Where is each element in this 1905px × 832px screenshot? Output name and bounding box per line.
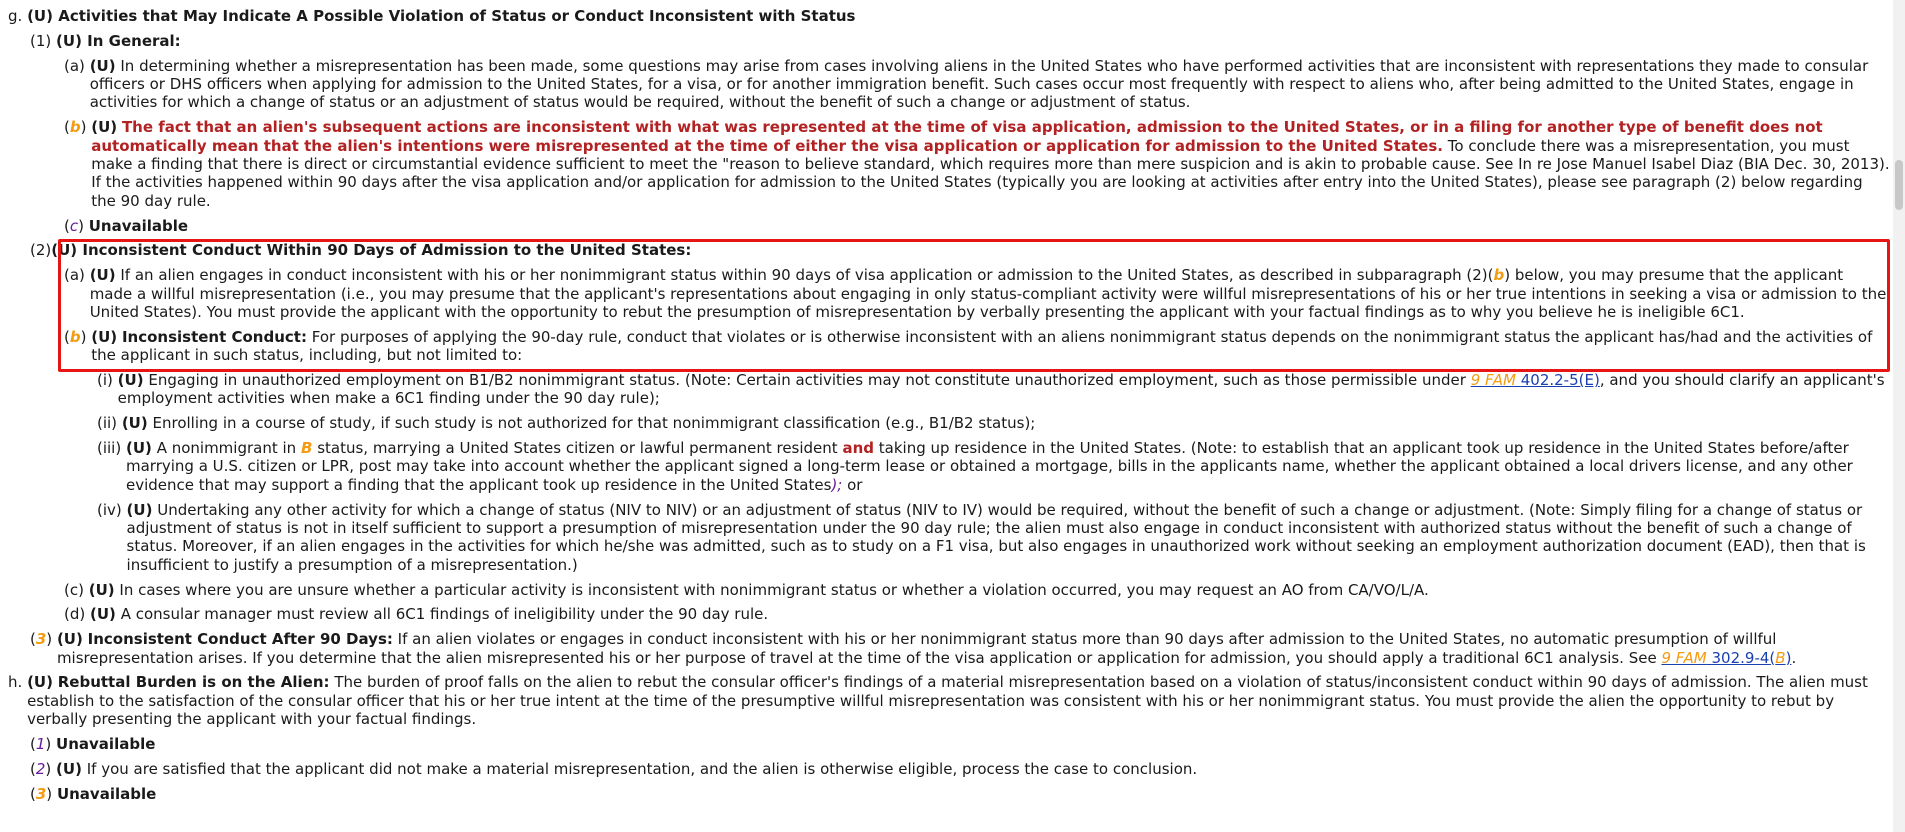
para-h2-text: If you are satisfied that the applicant did not make a material misrepresentation, and the alien is otherwise eligible, process the case to conclusion. [86, 759, 1198, 778]
para-h2 [30, 760, 1890, 778]
section-g-heading [8, 7, 1890, 25]
para-h1-open: ( [30, 735, 36, 754]
section-g-title: Activities that May Indicate A Possible Violation of Status or Conduct Inconsistent with Status [58, 7, 856, 25]
para-g2b-ii-label: (ii) [97, 414, 118, 433]
para-g2c-text: In cases where you are unsure whether a particular activity is inconsistent with nonimmigrant status or whether a violation occurred, you may request an AO from CA/VO/L/A. [119, 580, 1429, 599]
section-g-tag: (U) [27, 7, 53, 25]
para-g1c [64, 217, 1890, 235]
para-g2b-iii-text2: status, marrying a United States citizen or lawful permanent resident [317, 439, 838, 458]
para-g2b-iv-label: (iv) [97, 500, 122, 519]
para-g1b-close: ) [80, 118, 87, 137]
para-h1-close: ) [45, 735, 52, 754]
para-g2-label: (2) [30, 241, 52, 260]
para-h1 [30, 735, 1890, 753]
scrollbar[interactable] [1893, 0, 1905, 832]
para-g1b-letter: b [69, 118, 81, 137]
link-9fam-302-9-4b[interactable] [1661, 649, 1791, 667]
para-g1c-open: ( [64, 216, 70, 235]
para-g2b-iii-text3: taking up residence in the United States. (Note: to establish that an applicant took up residence in the United States before/after marrying a U.S. citizen or LPR, post may take into account whether the applicant signed a long-term lease or obtained a mortgage, bills in the applicants name, whether the applicant obtained a local drivers license, and any other evidence that may support a finding that the applicant took up residence in the United States [126, 439, 1853, 494]
para-g2b-iii-close: ); [831, 475, 843, 494]
para-g1c-letter: c [69, 216, 79, 235]
para-g3-open: ( [30, 630, 36, 649]
section-h-label: h. [8, 673, 23, 692]
para-h2-number: 2 [35, 759, 46, 778]
para-g2c-label: (c) [64, 580, 84, 599]
link-9fam-402-rest: 402.2-5(E) [1520, 371, 1600, 390]
para-g3-number: 3 [35, 630, 47, 649]
para-g2b-iii-text4: or [847, 475, 863, 494]
para-g2b-iii-and: and [842, 439, 874, 458]
para-g1b-text: To conclude there was a misrepresentation, you must make a finding that there is direct or circumstantial evidence sufficient to meet the "reason to believe standard, which requires more than mere suspicion and is akin to probable cause. See In re Jose Manuel Isabel Diaz (BIA Dec. 30, 2013). If the activities happened within 90 days after the visa application and/or application for admission to the United States (typically you are looking at activities after entry into the United States), please see paragraph (2) below regarding the 90 day rule. [91, 136, 1890, 210]
para-g1-tag: (U) [56, 31, 82, 50]
para-g2b-iii-label: (iii) [97, 439, 122, 458]
para-g2b-i-text1: Engaging in unauthorized employment on B1/B2 nonimmigrant status. (Note: Certain activities may not constitute unauthorized employment, such as those permissible under [148, 371, 1466, 390]
section-h-tag: (U) [27, 673, 53, 692]
para-g2c-tag: (U) [88, 580, 115, 599]
para-h3-open: ( [30, 784, 36, 803]
para-g1a-tag: (U) [89, 56, 116, 75]
para-g2-tag: (U) [51, 241, 78, 260]
para-g1-label: (1) [30, 31, 52, 50]
para-g2-heading [30, 241, 1890, 259]
para-g2b [64, 328, 1890, 365]
link-9fam-302-open: ( [1769, 648, 1776, 667]
para-g2c [64, 581, 1890, 599]
para-g1-title: In General: [87, 31, 181, 50]
section-g-label: g. [8, 7, 23, 25]
para-g2a-label: (a) [64, 266, 85, 285]
para-g1c-close: ) [78, 216, 84, 235]
para-g3-tag: (U) [56, 630, 83, 649]
para-g3-title: Inconsistent Conduct After 90 Days: [87, 630, 393, 649]
para-h2-close: ) [45, 759, 52, 778]
para-g2a-text2: ) below, you may presume that the applicant made a willful misrepresentation (i.e., you may presume that the applicant's representations about engaging in only status-compliant activity were willful misrepresentations of his or her true intentions in seeking a visa or admission to the United States). You must provide the applicant with the opportunity to rebut the presumption of misrepresentation by verbally presenting the applicant with your factual findings as to why you believe he is ineligible 6C1. [89, 266, 1887, 322]
link-9fam-402-2-5e[interactable] [1471, 371, 1600, 389]
section-h-text: The burden of proof falls on the alien to rebut the consular officer's findings of a material misrepresentation based on a violation of status/inconsistent conduct within 90 days of admission. The alien must establish to the satisfaction of the consular officer that his or her true intent at the time of the presumptive willful misrepresentation was consistent with his or her nonimmigrant status. You must provide the alien the opportunity to rebut by verbally presenting the applicant with your factual findings. [27, 673, 1868, 729]
para-g2b-text: For purposes of applying the 90-day rule, conduct that violates or is otherwise inconsistent with an aliens nonimmigrant status depends on the nonimmigrant status the applicant has/had and the activities of the applicant in such status, including, but not limited to: [91, 327, 1873, 365]
para-g2b-iv-tag: (U) [126, 500, 153, 519]
para-g2b-close: ) [80, 327, 87, 346]
para-g2b-i [97, 371, 1890, 408]
para-g1b-open: ( [64, 118, 70, 137]
scrollbar-thumb[interactable] [1895, 160, 1903, 210]
para-g2b-tag: (U) [91, 327, 118, 346]
para-h3-text: Unavailable [56, 784, 157, 803]
para-h2-open: ( [30, 759, 36, 778]
para-g1b [64, 118, 1890, 210]
section-h [8, 673, 1890, 728]
para-h3-close: ) [46, 784, 53, 803]
para-g2b-iii-b-letter: B [300, 439, 313, 458]
para-h3-number: 3 [35, 784, 47, 803]
para-h3 [30, 785, 1890, 803]
para-g1-heading [30, 32, 1890, 50]
para-h2-tag: (U) [56, 759, 82, 778]
link-9fam-402-fam: 9 FAM [1470, 371, 1516, 390]
para-g2b-ii-text: Enrolling in a course of study, if such study is not authorized for that nonimmigrant classification (e.g., B1/B2 status); [152, 414, 1036, 433]
para-g2b-i-label: (i) [97, 371, 113, 390]
para-g2b-ii [97, 414, 1890, 432]
para-g2-title: Inconsistent Conduct Within 90 Days of Admission to the United States: [82, 241, 692, 260]
link-9fam-302-fam: 9 FAM [1661, 648, 1707, 667]
para-g2b-iv [97, 501, 1890, 575]
para-g2d-text: A consular manager must review all 6C1 findings of ineligibility under the 90 day rule. [120, 605, 769, 624]
para-g3-text: If an alien violates or engages in conduct inconsistent with his or her nonimmigrant status more than 90 days after admission to the United States, no automatic presumption of willful misrepresentation arises. If you determine that the alien misrepresented his or her purpose of travel at the time of the visa application or application for admission, you should apply a traditional 6C1 analysis. See [56, 630, 1777, 667]
para-g2b-i-tag: (U) [117, 371, 144, 390]
para-g1b-tag: (U) [91, 118, 118, 137]
para-g2a-letter: b [1493, 266, 1505, 285]
para-g2b-iv-text: Undertaking any other activity for which a change of status (NIV to NIV) or an adjustment of status (NIV to IV) would be required, without the benefit of such a change or adjustment. (Note: Simply filing for a change of status or adjustment of status is not in itself sufficient to support a presumption of misrepresentation under the 90 day rule; the alien must also engage in conduct inconsistent with authorized status without the benefit of such a change of status. Moreover, if an alien engages in the activities for which he/she was admitted, such as to study on a F1 visa, but also engages in unauthorized work without seeking an employment authorization document (EAD), then that is insufficient to justify a presumption of a misrepresentation.) [126, 500, 1866, 574]
para-g2b-ii-tag: (U) [121, 414, 148, 433]
para-h1-number: 1 [35, 735, 46, 754]
para-g3-end: . [1791, 648, 1797, 667]
para-g2b-i-text2: , and you should clarify an applicant's employment activities when make a 6C1 finding under the 90 day rule); [117, 371, 1885, 408]
para-g2b-open: ( [64, 327, 70, 346]
para-g1a-label: (a) [64, 56, 85, 75]
para-g1a [64, 57, 1890, 112]
para-g2b-iii [97, 439, 1890, 494]
para-g3-close: ) [46, 630, 53, 649]
para-g1b-red-text: The fact that an alien's subsequent actions are inconsistent with what was represented at the time of visa application, admission to the United States, or in a filing for another type of benefit does not automatically mean that the alien's intentions were misrepresented at the time of either the visa application or application for admission to the United States. [91, 118, 1823, 155]
link-9fam-302-num: 302.9-4 [1711, 648, 1770, 667]
para-g2d [64, 605, 1890, 623]
para-g3 [30, 630, 1890, 667]
para-g2d-label: (d) [64, 605, 86, 624]
para-g2b-iii-text1: A nonimmigrant in [156, 439, 297, 458]
para-g2a [64, 266, 1890, 321]
section-h-title: Rebuttal Burden is on the Alien: [57, 673, 330, 692]
para-g1c-text: Unavailable [88, 216, 189, 235]
para-g2d-tag: (U) [90, 605, 116, 624]
para-g2b-letter: b [69, 327, 81, 346]
para-g2a-tag: (U) [89, 266, 116, 285]
link-9fam-302-close: ) [1785, 648, 1792, 667]
para-g2b-title: Inconsistent Conduct: [121, 327, 307, 346]
para-g2a-text1: If an alien engages in conduct inconsistent with his or her nonimmigrant status within 90 days of visa application or admission to the United States, as described in subparagraph (2)( [120, 266, 1494, 285]
para-g2b-iii-tag: (U) [126, 439, 152, 458]
para-h1-text: Unavailable [56, 735, 156, 754]
link-9fam-302-letter: B [1775, 648, 1786, 667]
para-g1a-text: In determining whether a misrepresentation has been made, some questions may arise from cases involving aliens in the United States who have performed activities that are inconsistent with representations they made to consular officers or DHS officers when applying for admission to the United States, for a visa, or for another immigration benefit. Such cases occur most frequently with respect to aliens who, after being admitted to the United States, engage in activities for which a change of status or an adjustment of status would be required, without the benefit of such a change or adjustment of status. [89, 56, 1869, 112]
